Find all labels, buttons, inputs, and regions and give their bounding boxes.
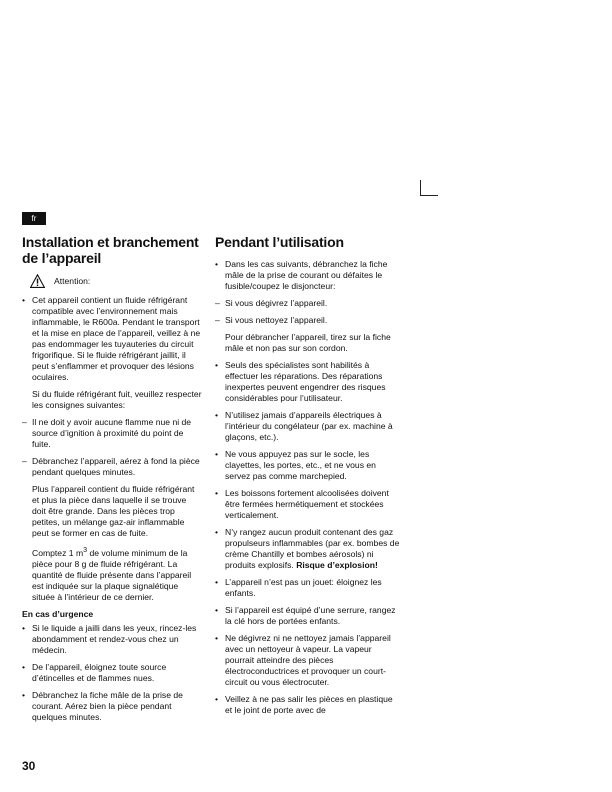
paragraph: Pour débrancher l’appareil, tirez sur la fiche mâle et non pas sur son cordon. [225,331,391,353]
installation-list [22,295,202,383]
attention-label: Attention: [54,275,91,286]
dash-item [22,456,202,478]
attention-notice [30,274,202,288]
language-badge: fr [22,212,46,225]
explosion-warning: Risque d’explosion [296,559,375,570]
dash-text: Si vous nettoyez l’appareil. [225,314,328,325]
explosion-warning-mark: ! [374,559,378,570]
usage-list [215,259,400,292]
list-item: • De l’appareil, éloignez toute source d’étincelles et de flammes nues. [22,662,202,684]
explosive-text: N’y rangez aucun produit contenant des gaz propulseurs inflammables (par ex. bombes de crème Chantilly et bombes aérosols) ni produits explosifs. [225,526,400,570]
emergency-heading: En cas d’urgence [22,608,94,619]
warning-triangle-icon [30,274,45,288]
crop-mark-icon [420,180,438,196]
list-item: • L’appareil n’est pas un jouet: éloignez les enfants. [215,577,400,599]
list-item: • N’utilisez jamais d’appareils électriques à l’intérieur du congélateur (par ex. machine à glaçons, etc.). [215,410,400,443]
dash-mark: – [215,297,220,308]
list-item: • Si le liquide a jailli dans les yeux, rincez-les abondamment et rendez-vous chez un médecin. [22,623,202,656]
list-item: • Si l’appareil est équipé d’une serrure, rangez la clé hors de portées enfants. [215,605,400,627]
list-item: • Seuls des spécialistes sont habilités à effectuer les réparations. Des réparations inexpertes peuvent engendrer des risques considérables pour l’utilisateur. [215,360,400,404]
volume-text-b: de volume minimum de la pièce pour 8 g de fluide réfrigérant. La quantité de fluide présente dans l’appareil est indiquée sur la plaque signalétique située à l’intérieur de ce dernier. [32,547,192,602]
list-item [215,527,400,571]
list-item: • Cet appareil contient un fluide réfrigérant compatible avec l’environnement mais inflammable, le R600a. Pendant le transport et la mise en place de l’appareil, veillez à ne pas endommager les tuyauteries du circuit frigorifique. Si le fluide réfrigérant jaillit, il peut s’enflammer et provoquer des lésions oculaires. [22,295,202,383]
left-column [22,235,202,729]
paragraph: Si du fluide réfrigérant fuit, veuillez respecter les consignes suivantes: [32,389,202,410]
list-item: • Veillez à ne pas salir les pièces en plastique et le joint de porte avec de [215,694,400,716]
paragraph: Plus l’appareil contient du fluide réfrigérant et plus la pièce dans laquelle il se trouve doit être grande. Dans les pièces trop petites, un mélange gaz-air inflammable peut se former en cas de fuite. [32,484,195,538]
list-item: • Les boissons fortement alcoolisées doivent être fermées hermétiquement et stockées verticalement. [215,488,400,521]
section-heading-usage: Pendant l’utilisation [215,234,344,250]
page-number: 30 [22,759,36,773]
dash-text: Il ne doit y avoir aucune flamme nue ni de source d’ignition à proximité du point de fuite. [32,417,192,449]
dash-item [22,417,202,450]
section-heading-installation: Installation et branchement de l’appareil [22,234,199,266]
dash-text: Débranchez l’appareil, aérez à fond la pièce pendant quelques minutes. [32,456,200,477]
usage-list-continued [215,360,400,716]
dash-mark: – [22,417,27,427]
volume-superscript: 3 [83,546,88,554]
paragraph-volume [32,545,202,603]
list-item: • Ne vous appuyez pas sur le socle, les clayettes, les portes, etc., et ne vous en servez pas comme marchepied. [215,449,400,482]
list-item: • Ne dégivrez ni ne nettoyez jamais l’appareil avec un nettoyeur à vapeur. La vapeur pourrait atteindre des pièces électroconductrices et provoquer un court-circuit ou vous électrocuter. [215,633,400,688]
list-item: • Dans les cas suivants, débranchez la fiche mâle de la prise de courant ou défaites le fusible/coupez le disjoncteur: [215,259,400,292]
dash-item [215,315,400,326]
list-item: • Débranchez la fiche mâle de la prise de courant. Aérez bien la pièce pendant quelques minutes. [22,690,202,723]
dash-mark: – [215,314,220,325]
dash-text: Si vous dégivrez l’appareil. [225,297,328,308]
emergency-list [22,623,202,723]
right-column [215,235,400,722]
volume-text-a: Comptez 1 m [32,547,84,558]
dash-mark: – [22,456,27,466]
dash-item [215,298,400,309]
